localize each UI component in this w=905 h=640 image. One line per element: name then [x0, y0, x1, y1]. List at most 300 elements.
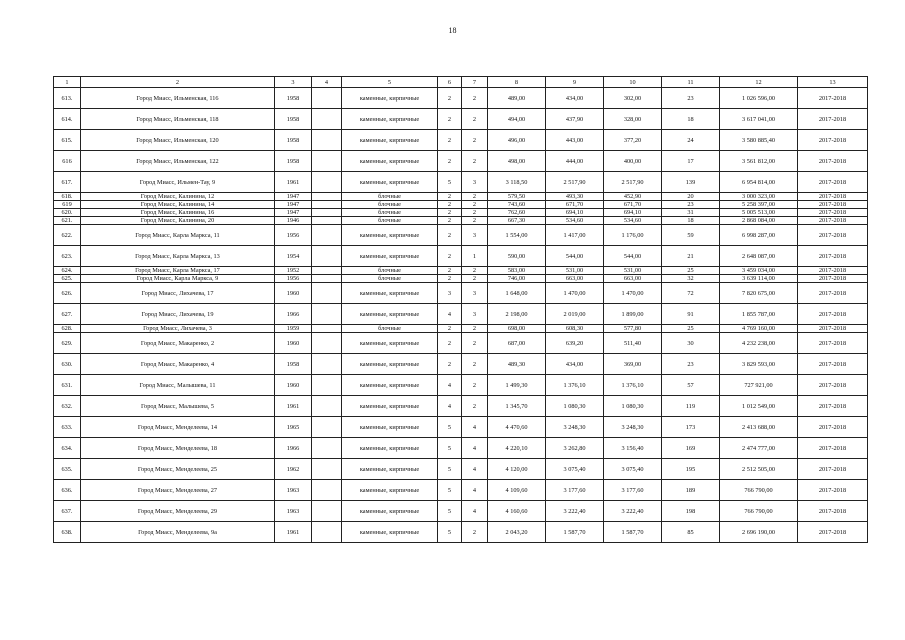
- row-number: 634.: [54, 438, 81, 459]
- wall-material-cell: блочные: [342, 275, 438, 283]
- year-cell: 1966: [275, 438, 312, 459]
- total-area-cell: 3 118,50: [488, 172, 546, 193]
- address-cell: Город Миасс, Ильмен-Тау, 9: [81, 172, 275, 193]
- table-row: [54, 225, 868, 246]
- column-4-cell: [312, 246, 342, 267]
- residents-cell: 91: [662, 304, 720, 325]
- wall-material-cell: каменные, кирпичные: [342, 333, 438, 354]
- period-cell: 2017-2018: [798, 333, 868, 354]
- area-b-cell: 493,30: [546, 193, 604, 201]
- table-body: [54, 88, 868, 543]
- column-number-11: 11: [662, 77, 720, 88]
- floors-cell: 2: [438, 246, 462, 267]
- total-area-cell: 667,30: [488, 217, 546, 225]
- floors-cell: 2: [438, 209, 462, 217]
- wall-material-cell: каменные, кирпичные: [342, 501, 438, 522]
- floors-cell: 2: [438, 88, 462, 109]
- cost-cell: 1 012 549,00: [720, 396, 798, 417]
- column-4-cell: [312, 201, 342, 209]
- residents-cell: 173: [662, 417, 720, 438]
- column-4-cell: [312, 130, 342, 151]
- address-cell: Город Миасс, Лихачева, 3: [81, 325, 275, 333]
- residents-cell: 24: [662, 130, 720, 151]
- entrances-cell: 2: [462, 130, 488, 151]
- cost-cell: 2 868 084,00: [720, 217, 798, 225]
- floors-cell: 5: [438, 172, 462, 193]
- total-area-cell: 590,00: [488, 246, 546, 267]
- cost-cell: 1 855 787,00: [720, 304, 798, 325]
- address-cell: Город Миасс, Ильменская, 122: [81, 151, 275, 172]
- entrances-cell: 2: [462, 201, 488, 209]
- entrances-cell: 3: [462, 172, 488, 193]
- residents-cell: 25: [662, 325, 720, 333]
- column-4-cell: [312, 193, 342, 201]
- floors-cell: 2: [438, 217, 462, 225]
- table-row: [54, 151, 868, 172]
- total-area-cell: 1 499,30: [488, 375, 546, 396]
- entrances-cell: 2: [462, 109, 488, 130]
- residents-cell: 169: [662, 438, 720, 459]
- period-cell: 2017-2018: [798, 275, 868, 283]
- address-cell: Город Миасс, Малышева, 11: [81, 375, 275, 396]
- area-b-cell: 3 075,40: [546, 459, 604, 480]
- entrances-cell: 3: [462, 225, 488, 246]
- area-b-cell: 443,00: [546, 130, 604, 151]
- page-number: 18: [448, 26, 457, 35]
- area-b-cell: 444,00: [546, 151, 604, 172]
- year-cell: 1956: [275, 275, 312, 283]
- total-area-cell: 2 198,00: [488, 304, 546, 325]
- address-cell: Город Миасс, Менделеева, 18: [81, 438, 275, 459]
- total-area-cell: 583,00: [488, 267, 546, 275]
- table-row: [54, 193, 868, 201]
- total-area-cell: 579,50: [488, 193, 546, 201]
- wall-material-cell: каменные, кирпичные: [342, 438, 438, 459]
- area-c-cell: 302,00: [604, 88, 662, 109]
- residents-cell: 23: [662, 201, 720, 209]
- wall-material-cell: каменные, кирпичные: [342, 396, 438, 417]
- area-c-cell: 1 470,00: [604, 283, 662, 304]
- entrances-cell: 2: [462, 396, 488, 417]
- address-cell: Город Миасс, Менделеева, 25: [81, 459, 275, 480]
- row-number: 616: [54, 151, 81, 172]
- residents-cell: 18: [662, 217, 720, 225]
- column-4-cell: [312, 354, 342, 375]
- wall-material-cell: каменные, кирпичные: [342, 130, 438, 151]
- table-row: [54, 325, 868, 333]
- entrances-cell: 4: [462, 438, 488, 459]
- period-cell: 2017-2018: [798, 459, 868, 480]
- period-cell: 2017-2018: [798, 325, 868, 333]
- year-cell: 1960: [275, 283, 312, 304]
- period-cell: 2017-2018: [798, 225, 868, 246]
- area-c-cell: 377,20: [604, 130, 662, 151]
- column-4-cell: [312, 438, 342, 459]
- area-c-cell: 3 075,40: [604, 459, 662, 480]
- residents-cell: 18: [662, 109, 720, 130]
- wall-material-cell: каменные, кирпичные: [342, 304, 438, 325]
- row-number: 617.: [54, 172, 81, 193]
- period-cell: 2017-2018: [798, 501, 868, 522]
- column-number-9: 9: [546, 77, 604, 88]
- area-b-cell: 434,00: [546, 88, 604, 109]
- column-number-row: [54, 77, 868, 88]
- table-row: [54, 417, 868, 438]
- year-cell: 1960: [275, 375, 312, 396]
- floors-cell: 4: [438, 304, 462, 325]
- cost-cell: 3 000 323,00: [720, 193, 798, 201]
- period-cell: 2017-2018: [798, 417, 868, 438]
- period-cell: 2017-2018: [798, 172, 868, 193]
- floors-cell: 2: [438, 354, 462, 375]
- table-row: [54, 333, 868, 354]
- period-cell: 2017-2018: [798, 283, 868, 304]
- area-b-cell: 1 080,30: [546, 396, 604, 417]
- area-c-cell: 511,40: [604, 333, 662, 354]
- column-4-cell: [312, 267, 342, 275]
- wall-material-cell: блочные: [342, 193, 438, 201]
- residents-cell: 23: [662, 354, 720, 375]
- year-cell: 1958: [275, 130, 312, 151]
- area-b-cell: 534,60: [546, 217, 604, 225]
- column-number-8: 8: [488, 77, 546, 88]
- area-c-cell: 544,00: [604, 246, 662, 267]
- period-cell: 2017-2018: [798, 209, 868, 217]
- cost-cell: 3 561 812,00: [720, 151, 798, 172]
- floors-cell: 4: [438, 396, 462, 417]
- column-4-cell: [312, 333, 342, 354]
- row-number: 629.: [54, 333, 81, 354]
- wall-material-cell: каменные, кирпичные: [342, 283, 438, 304]
- table-row: [54, 375, 868, 396]
- year-cell: 1947: [275, 201, 312, 209]
- address-cell: Город Миасс, Менделеева, 9а: [81, 522, 275, 543]
- column-4-cell: [312, 304, 342, 325]
- table-row: [54, 130, 868, 151]
- area-b-cell: 437,90: [546, 109, 604, 130]
- year-cell: 1965: [275, 417, 312, 438]
- area-b-cell: 1 376,10: [546, 375, 604, 396]
- column-number-4: 4: [312, 77, 342, 88]
- period-cell: 2017-2018: [798, 130, 868, 151]
- table-row: [54, 267, 868, 275]
- cost-cell: 2 413 688,00: [720, 417, 798, 438]
- entrances-cell: 2: [462, 88, 488, 109]
- total-area-cell: 498,00: [488, 151, 546, 172]
- residents-cell: 23: [662, 88, 720, 109]
- entrances-cell: 4: [462, 501, 488, 522]
- address-cell: Город Миасс, Лихачева, 19: [81, 304, 275, 325]
- area-c-cell: 400,00: [604, 151, 662, 172]
- area-c-cell: 1 899,00: [604, 304, 662, 325]
- year-cell: 1959: [275, 325, 312, 333]
- cost-cell: 4 232 238,00: [720, 333, 798, 354]
- entrances-cell: 4: [462, 480, 488, 501]
- column-4-cell: [312, 325, 342, 333]
- address-cell: Город Миасс, Макаренко, 2: [81, 333, 275, 354]
- wall-material-cell: блочные: [342, 201, 438, 209]
- table-row: [54, 172, 868, 193]
- period-cell: 2017-2018: [798, 193, 868, 201]
- residents-cell: 57: [662, 375, 720, 396]
- area-b-cell: 3 222,40: [546, 501, 604, 522]
- entrances-cell: 1: [462, 246, 488, 267]
- entrances-cell: 2: [462, 375, 488, 396]
- row-number: 620.: [54, 209, 81, 217]
- floors-cell: 4: [438, 375, 462, 396]
- total-area-cell: 1 648,00: [488, 283, 546, 304]
- floors-cell: 2: [438, 333, 462, 354]
- column-number-13: 13: [798, 77, 868, 88]
- period-cell: 2017-2018: [798, 88, 868, 109]
- period-cell: 2017-2018: [798, 201, 868, 209]
- column-number-6: 6: [438, 77, 462, 88]
- year-cell: 1954: [275, 246, 312, 267]
- wall-material-cell: блочные: [342, 217, 438, 225]
- column-4-cell: [312, 109, 342, 130]
- area-c-cell: 671,70: [604, 201, 662, 209]
- cost-cell: 3 459 034,00: [720, 267, 798, 275]
- wall-material-cell: каменные, кирпичные: [342, 109, 438, 130]
- area-b-cell: 3 248,30: [546, 417, 604, 438]
- row-number: 625.: [54, 275, 81, 283]
- residents-cell: 21: [662, 246, 720, 267]
- column-number-1: 1: [54, 77, 81, 88]
- table-row: [54, 522, 868, 543]
- row-number: 631.: [54, 375, 81, 396]
- cost-cell: 766 790,00: [720, 480, 798, 501]
- row-number: 623.: [54, 246, 81, 267]
- area-b-cell: 1 417,00: [546, 225, 604, 246]
- row-number: 622.: [54, 225, 81, 246]
- area-c-cell: 663,00: [604, 275, 662, 283]
- cost-cell: 3 617 041,00: [720, 109, 798, 130]
- row-number: 635.: [54, 459, 81, 480]
- cost-cell: 3 639 114,00: [720, 275, 798, 283]
- area-c-cell: 1 376,10: [604, 375, 662, 396]
- total-area-cell: 1 345,70: [488, 396, 546, 417]
- area-c-cell: 328,00: [604, 109, 662, 130]
- period-cell: 2017-2018: [798, 109, 868, 130]
- area-b-cell: 1 470,00: [546, 283, 604, 304]
- area-c-cell: 3 222,40: [604, 501, 662, 522]
- row-number: 618.: [54, 193, 81, 201]
- cost-cell: 2 474 777,00: [720, 438, 798, 459]
- floors-cell: 5: [438, 501, 462, 522]
- year-cell: 1963: [275, 480, 312, 501]
- year-cell: 1961: [275, 522, 312, 543]
- cost-cell: 6 954 814,00: [720, 172, 798, 193]
- cost-cell: 2 696 190,00: [720, 522, 798, 543]
- area-b-cell: 3 177,60: [546, 480, 604, 501]
- column-4-cell: [312, 209, 342, 217]
- year-cell: 1946: [275, 217, 312, 225]
- residents-cell: 85: [662, 522, 720, 543]
- area-b-cell: 671,70: [546, 201, 604, 209]
- total-area-cell: 743,60: [488, 201, 546, 209]
- address-cell: Город Миасс, Малышева, 5: [81, 396, 275, 417]
- column-4-cell: [312, 88, 342, 109]
- column-4-cell: [312, 501, 342, 522]
- column-number-10: 10: [604, 77, 662, 88]
- floors-cell: 5: [438, 438, 462, 459]
- table-row: [54, 354, 868, 375]
- area-c-cell: 1 176,00: [604, 225, 662, 246]
- address-cell: Город Миасс, Лихачева, 17: [81, 283, 275, 304]
- column-4-cell: [312, 375, 342, 396]
- floors-cell: 5: [438, 522, 462, 543]
- period-cell: 2017-2018: [798, 246, 868, 267]
- row-number: 628.: [54, 325, 81, 333]
- column-4-cell: [312, 396, 342, 417]
- floors-cell: 2: [438, 201, 462, 209]
- cost-cell: 2 512 505,00: [720, 459, 798, 480]
- row-number: 632.: [54, 396, 81, 417]
- total-area-cell: 496,00: [488, 130, 546, 151]
- table-row: [54, 201, 868, 209]
- year-cell: 1961: [275, 172, 312, 193]
- period-cell: 2017-2018: [798, 354, 868, 375]
- table-row: [54, 275, 868, 283]
- period-cell: 2017-2018: [798, 267, 868, 275]
- address-cell: Город Миасс, Калинина, 20: [81, 217, 275, 225]
- entrances-cell: 2: [462, 325, 488, 333]
- year-cell: 1947: [275, 209, 312, 217]
- area-c-cell: 369,00: [604, 354, 662, 375]
- residents-cell: 72: [662, 283, 720, 304]
- address-cell: Город Миасс, Ильменская, 120: [81, 130, 275, 151]
- column-number-2: 2: [81, 77, 275, 88]
- area-b-cell: 663,00: [546, 275, 604, 283]
- cost-cell: 5 258 397,00: [720, 201, 798, 209]
- cost-cell: 3 580 885,40: [720, 130, 798, 151]
- year-cell: 1961: [275, 396, 312, 417]
- period-cell: 2017-2018: [798, 217, 868, 225]
- floors-cell: 2: [438, 267, 462, 275]
- area-c-cell: 534,60: [604, 217, 662, 225]
- residents-cell: 25: [662, 267, 720, 275]
- total-area-cell: 746,00: [488, 275, 546, 283]
- entrances-cell: 2: [462, 217, 488, 225]
- area-c-cell: 531,00: [604, 267, 662, 275]
- column-4-cell: [312, 283, 342, 304]
- floors-cell: 2: [438, 275, 462, 283]
- housing-registry-table: [53, 76, 868, 543]
- row-number: 638.: [54, 522, 81, 543]
- entrances-cell: 4: [462, 459, 488, 480]
- table-row: [54, 304, 868, 325]
- address-cell: Город Миасс, Карла Маркса, 9: [81, 275, 275, 283]
- year-cell: 1958: [275, 151, 312, 172]
- floors-cell: 2: [438, 325, 462, 333]
- year-cell: 1958: [275, 354, 312, 375]
- total-area-cell: 4 160,60: [488, 501, 546, 522]
- wall-material-cell: блочные: [342, 267, 438, 275]
- period-cell: 2017-2018: [798, 480, 868, 501]
- floors-cell: 5: [438, 480, 462, 501]
- total-area-cell: 2 043,20: [488, 522, 546, 543]
- column-4-cell: [312, 459, 342, 480]
- year-cell: 1956: [275, 225, 312, 246]
- entrances-cell: 2: [462, 275, 488, 283]
- year-cell: 1958: [275, 88, 312, 109]
- area-c-cell: 2 517,90: [604, 172, 662, 193]
- column-4-cell: [312, 172, 342, 193]
- cost-cell: 4 769 160,00: [720, 325, 798, 333]
- row-number: 627.: [54, 304, 81, 325]
- table-row: [54, 217, 868, 225]
- area-c-cell: 3 156,40: [604, 438, 662, 459]
- total-area-cell: 4 470,60: [488, 417, 546, 438]
- row-number: 636.: [54, 480, 81, 501]
- table-row: [54, 88, 868, 109]
- total-area-cell: 489,30: [488, 354, 546, 375]
- address-cell: Город Миасс, Калинина, 12: [81, 193, 275, 201]
- area-c-cell: 3 177,60: [604, 480, 662, 501]
- year-cell: 1952: [275, 267, 312, 275]
- area-b-cell: 694,10: [546, 209, 604, 217]
- area-b-cell: 1 587,70: [546, 522, 604, 543]
- cost-cell: 727 921,00: [720, 375, 798, 396]
- residents-cell: 31: [662, 209, 720, 217]
- table-row: [54, 109, 868, 130]
- area-c-cell: 1 587,70: [604, 522, 662, 543]
- period-cell: 2017-2018: [798, 304, 868, 325]
- row-number: 637.: [54, 501, 81, 522]
- total-area-cell: 4 109,60: [488, 480, 546, 501]
- area-c-cell: 1 080,30: [604, 396, 662, 417]
- floors-cell: 2: [438, 130, 462, 151]
- table-row: [54, 459, 868, 480]
- residents-cell: 198: [662, 501, 720, 522]
- total-area-cell: 4 120,00: [488, 459, 546, 480]
- column-number-5: 5: [342, 77, 438, 88]
- row-number: 624.: [54, 267, 81, 275]
- total-area-cell: 1 554,00: [488, 225, 546, 246]
- floors-cell: 2: [438, 109, 462, 130]
- wall-material-cell: блочные: [342, 209, 438, 217]
- residents-cell: 17: [662, 151, 720, 172]
- area-b-cell: 3 262,80: [546, 438, 604, 459]
- column-number-3: 3: [275, 77, 312, 88]
- wall-material-cell: каменные, кирпичные: [342, 88, 438, 109]
- table-row: [54, 396, 868, 417]
- area-b-cell: 2 517,90: [546, 172, 604, 193]
- column-4-cell: [312, 522, 342, 543]
- year-cell: 1962: [275, 459, 312, 480]
- entrances-cell: 2: [462, 354, 488, 375]
- area-b-cell: 639,20: [546, 333, 604, 354]
- address-cell: Город Миасс, Менделеева, 27: [81, 480, 275, 501]
- address-cell: Город Миасс, Карла Маркса, 17: [81, 267, 275, 275]
- address-cell: Город Миасс, Калинина, 16: [81, 209, 275, 217]
- row-number: 630.: [54, 354, 81, 375]
- period-cell: 2017-2018: [798, 522, 868, 543]
- floors-cell: 3: [438, 283, 462, 304]
- area-c-cell: 452,90: [604, 193, 662, 201]
- wall-material-cell: каменные, кирпичные: [342, 480, 438, 501]
- entrances-cell: 2: [462, 209, 488, 217]
- residents-cell: 139: [662, 172, 720, 193]
- column-4-cell: [312, 225, 342, 246]
- wall-material-cell: каменные, кирпичные: [342, 522, 438, 543]
- cost-cell: 7 820 675,00: [720, 283, 798, 304]
- area-c-cell: 694,10: [604, 209, 662, 217]
- wall-material-cell: каменные, кирпичные: [342, 172, 438, 193]
- area-b-cell: 531,00: [546, 267, 604, 275]
- cost-cell: 766 790,00: [720, 501, 798, 522]
- address-cell: Город Миасс, Ильменская, 116: [81, 88, 275, 109]
